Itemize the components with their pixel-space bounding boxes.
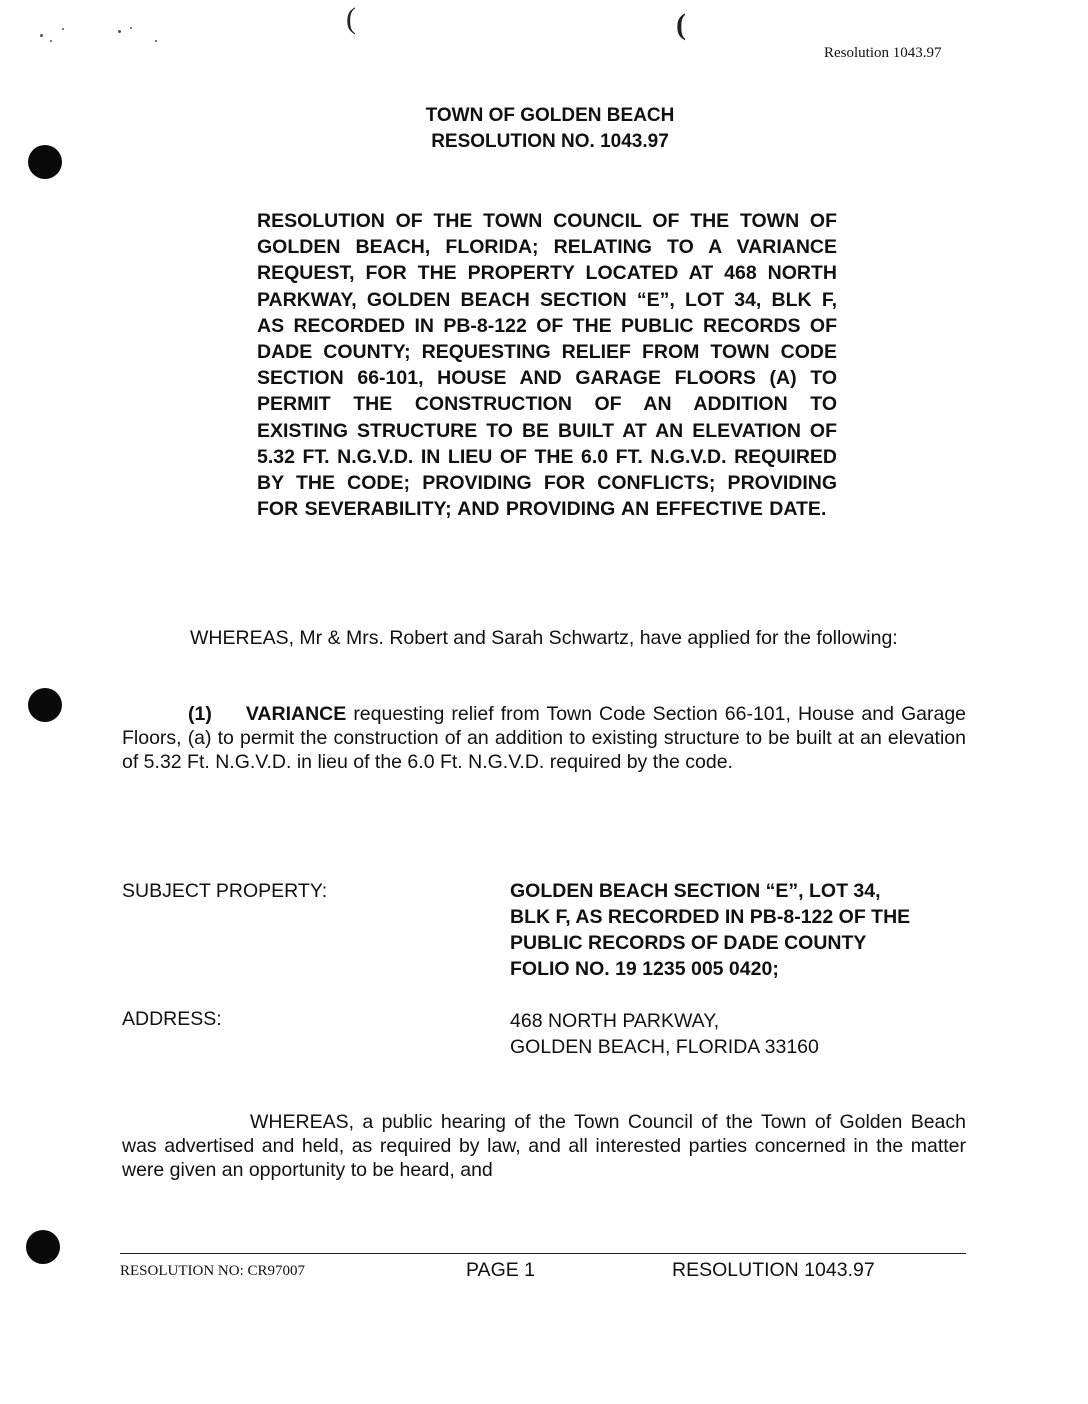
subject-property-line: FOLIO NO. 19 1235 005 0420; [510,958,779,980]
subject-property-line: BLK F, AS RECORDED IN PB-8-122 OF THE [510,906,911,928]
variance-item [122,702,966,774]
scan-speck [62,28,64,30]
subject-property-value [510,878,970,982]
subject-property-label: SUBJECT PROPERTY: [122,880,328,902]
address-line: GOLDEN BEACH, FLORIDA 33160 [510,1036,819,1058]
address-label: ADDRESS: [122,1008,222,1030]
scan-speck [155,40,157,42]
document-title [330,103,770,155]
title-line-resolution-number: RESOLUTION NO. 1043.97 [431,131,669,152]
subject-property-line: PUBLIC RECORDS OF DADE COUNTY [510,932,867,954]
scan-mark-left: ( [346,2,356,35]
footer-page-number: PAGE 1 [466,1259,536,1281]
whereas-public-hearing [122,1110,966,1182]
scan-speck [118,30,121,33]
whereas-public-hearing-text: WHEREAS, a public hearing of the Town Council of the Town of Golden Beach was advertised and held, as required by law, and all interested parties concerned in the matter were given an opportunity to be heard, and [122,1111,966,1181]
footer-resolution-reference: RESOLUTION 1043.97 [672,1259,875,1281]
item-keyword: VARIANCE [245,703,347,725]
top-right-reference: Resolution 1043.97 [824,45,942,61]
item-text: requesting relief from Town Code Section 66-101, House and Garage Floors, (a) to permit the construction of an addition to existing structure to be built at an elevation of 5.32 Ft. N.G.V.D. in lieu of the 6.0 Ft. N.G.V.D. required by the code. [122,703,967,773]
whereas-applicants-text: WHEREAS, Mr & Mrs. Robert and Sarah Schwartz, have applied for the following: [190,627,898,649]
resolution-caption: RESOLUTION OF THE TOWN COUNCIL OF THE TOWN OF GOLDEN BEACH, FLORIDA; RELATING TO A VARIANCE REQUEST, FOR THE PROPERTY LOCATED AT 468 NORTH PARKWAY, GOLDEN BEACH SECTION “E”, LOT 34, BLK F, AS RECORDED IN PB-8-122 OF THE PUBLIC RECORDS OF DADE COUNTY; REQUESTING RELIEF FROM TOWN CODE SECTION 66-101, HOUSE AND GARAGE FLOORS (A) TO PERMIT THE CONSTRUCTION OF AN ADDITION TO EXISTING STRUCTURE TO BE BUILT AT AN ELEVATION OF 5.32 FT. N.G.V.D. IN LIEU OF THE 6.0 FT. N.G.V.D. REQUIRED BY THE CODE; PROVIDING FOR CONFLICTS; PROVIDING FOR SEVERABILITY; AND PROVIDING AN EFFECTIVE DATE. [257,210,837,521]
punch-hole-middle [28,688,62,722]
punch-hole-bottom [26,1230,60,1264]
footer-divider [120,1253,966,1254]
scan-speck [40,34,43,37]
address-value [510,1008,950,1060]
footer-resolution-number: RESOLUTION NO: CR97007 [120,1263,306,1279]
whereas-applicants [122,626,966,650]
subject-property-line: GOLDEN BEACH SECTION “E”, LOT 34, [510,880,881,902]
title-line-town: TOWN OF GOLDEN BEACH [425,105,675,126]
punch-hole-top [28,145,62,179]
scan-mark-right: ( [676,8,686,41]
address-line: 468 NORTH PARKWAY, [510,1010,720,1032]
item-number: (1) [188,703,212,725]
scan-speck [50,40,52,42]
scan-speck [130,27,132,29]
